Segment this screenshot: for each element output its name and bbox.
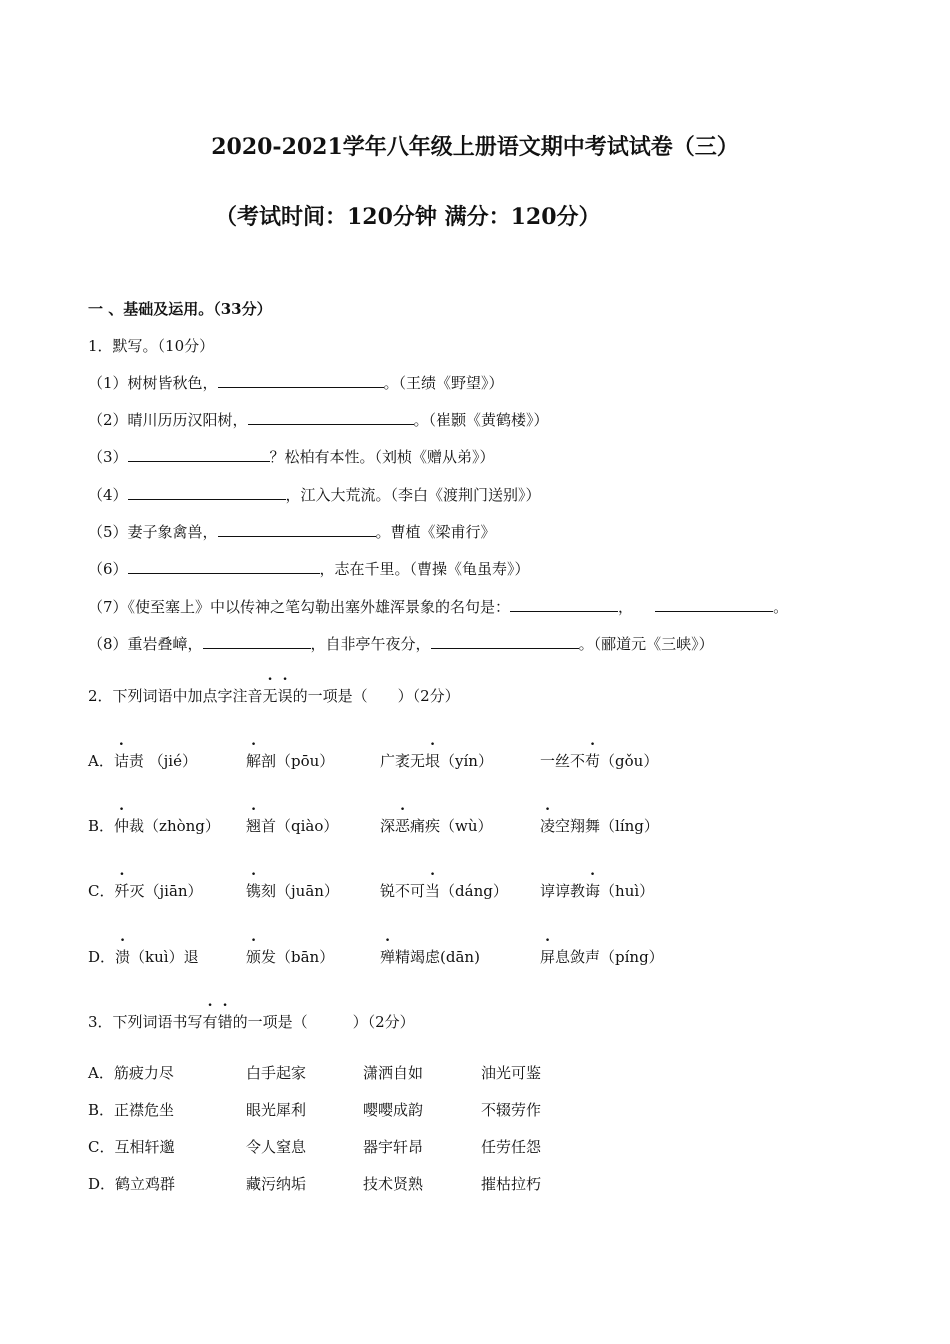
q3-option-a-term-2: 白手起家 <box>246 1064 307 1082</box>
term-text: B． <box>88 817 115 835</box>
term-text: （kuì）退 <box>130 948 199 966</box>
q2-option-c-term-3 <box>380 880 508 901</box>
q3-option-d-term-1: D．鹤立鸡群 <box>88 1175 176 1193</box>
q3-stem-text: 的一项是（ ）（2分） <box>232 1013 415 1031</box>
term-text: 痛疾（wù） <box>410 817 493 835</box>
q2-stem-text: 2．下列词语中加点字注音 <box>88 687 263 705</box>
q3-option-c-term-1: C．互相轩邈 <box>88 1138 175 1156</box>
answer-blank[interactable] <box>203 633 311 649</box>
term-text: （yín） <box>440 752 493 770</box>
q2-option-b-term-4 <box>540 815 659 836</box>
q1-item-7 <box>88 596 788 617</box>
answer-blank[interactable] <box>248 409 414 425</box>
q3-option-d-term-4: 摧枯拉朽 <box>481 1175 542 1193</box>
q1-item-6 <box>88 558 530 579</box>
q1-item-6-post: ，志在千里。（曹操《龟虽寿》） <box>319 560 530 578</box>
term-text: 空翔舞（líng） <box>555 817 659 835</box>
answer-blank[interactable] <box>218 372 384 388</box>
answer-blank[interactable] <box>655 596 773 612</box>
emphasis-dot-char: 凌 <box>540 817 556 835</box>
emphasis-dot-char: 殚 <box>380 948 396 966</box>
q1-item-3-pre: （3） <box>88 448 128 466</box>
q1-item-8-mid: ，自非亭午夜分， <box>310 635 431 653</box>
term-text: 深 <box>380 817 396 835</box>
q1-item-3-post: ？松柏有本性。（刘桢《赠从弟》） <box>269 448 495 466</box>
term-text: 谆谆教 <box>540 882 586 900</box>
q3-option-b-term-3: 嘤嘤成韵 <box>363 1101 424 1119</box>
q1-item-4 <box>88 484 541 505</box>
term-text: 灭（jiān） <box>129 882 203 900</box>
term-text: （dáng） <box>440 882 508 900</box>
q1-item-7-post: 。 <box>773 598 789 616</box>
term-text: （gǒu） <box>600 752 659 770</box>
q3-option-b-term-2: 眼光犀利 <box>246 1101 307 1119</box>
q2-option-c-term-1 <box>88 880 203 901</box>
q1-item-5 <box>88 521 496 542</box>
term-text: 裁（zhòng） <box>129 817 220 835</box>
emphasis-dot-char: 垠 <box>425 752 441 770</box>
emphasis-dot-char: 误 <box>277 687 293 705</box>
answer-blank[interactable] <box>128 446 270 462</box>
term-text: （huì） <box>600 882 655 900</box>
q3-option-d-term-2: 藏污纳垢 <box>246 1175 307 1193</box>
term-text: D． <box>88 948 116 966</box>
emphasis-dot-char: 颁 <box>246 948 262 966</box>
emphasis-dot-char: 苟 <box>585 752 601 770</box>
answer-blank[interactable] <box>431 633 579 649</box>
q1-item-5-pre: （5）妻子象禽兽， <box>88 523 218 541</box>
emphasis-dot-char: 恶 <box>395 817 411 835</box>
q3-option-d-term-3: 技术贤熟 <box>363 1175 424 1193</box>
emphasis-dot-char: 仲 <box>114 817 130 835</box>
q3-option-c-term-3: 器宇轩昂 <box>363 1138 424 1156</box>
q1-item-1-post: 。（王绩《野望》） <box>383 374 504 392</box>
exam-subtitle: （考试时间：120分钟 满分：120分） <box>215 204 601 230</box>
emphasis-dot-char: 解 <box>246 752 262 770</box>
answer-blank[interactable] <box>510 596 618 612</box>
q1-item-5-post: 。曹植《梁甫行》 <box>375 523 496 541</box>
q3-option-b-term-4: 不辍劳作 <box>481 1101 542 1119</box>
q1-item-8 <box>88 633 714 654</box>
emphasis-dot-char: 有 <box>202 1013 218 1031</box>
q2-stem <box>88 685 460 706</box>
q1-item-4-post: ，江入大荒流。（李白《渡荆门送别》） <box>285 486 541 504</box>
emphasis-dot-char: 诘 <box>113 752 129 770</box>
term-text: A． <box>88 752 114 770</box>
q1-item-1 <box>88 372 504 393</box>
q2-option-c-term-2 <box>246 880 339 901</box>
q1-item-6-pre: （6） <box>88 560 128 578</box>
emphasis-dot-char: 错 <box>217 1013 233 1031</box>
q2-option-a-term-1 <box>88 750 197 771</box>
q3-option-a-term-3: 潇洒自如 <box>363 1064 424 1082</box>
q1-item-3 <box>88 446 495 467</box>
term-text: 广袤无 <box>380 752 426 770</box>
emphasis-dot-char: 歼 <box>114 882 130 900</box>
q1-item-7-mid: ， <box>618 598 634 616</box>
q3-option-c-term-4: 任劳任怨 <box>481 1138 542 1156</box>
q1-item-2-post: 。（崔颢《黄鹤楼》） <box>413 411 549 429</box>
q1-item-8-post: 。（郦道元《三峡》） <box>578 635 714 653</box>
q2-option-d-term-3 <box>380 946 480 967</box>
q3-stem-text: 3．下列词语书写 <box>88 1013 203 1031</box>
q1-item-7-pre: （7）《使至塞上》中以传神之笔勾勒出塞外雄浑景象的名句是： <box>88 598 511 616</box>
emphasis-dot-char: 镌 <box>246 882 262 900</box>
term-text: 精竭虑(dān) <box>395 948 480 966</box>
q2-option-d-term-4 <box>540 946 664 967</box>
q2-option-a-term-3 <box>380 750 493 771</box>
q3-stem <box>88 1011 415 1032</box>
q2-option-d-term-2 <box>246 946 334 967</box>
term-text: 一丝不 <box>540 752 586 770</box>
emphasis-dot-char: 当 <box>425 882 441 900</box>
emphasis-dot-char: 屏 <box>540 948 556 966</box>
answer-blank[interactable] <box>128 558 320 574</box>
emphasis-dot-char: 诲 <box>585 882 601 900</box>
term-text: 发（bān） <box>261 948 335 966</box>
q3-option-b-term-1: B．正襟危坐 <box>88 1101 175 1119</box>
q1-item-8-pre: （8）重岩叠嶂， <box>88 635 203 653</box>
term-text: C． <box>88 882 115 900</box>
q2-stem-text: 的一项是（ ）（2分） <box>292 687 460 705</box>
q3-option-a-term-1: A．筋疲力尽 <box>88 1064 174 1082</box>
answer-blank[interactable] <box>128 484 286 500</box>
q3-option-a-term-4: 油光可鉴 <box>481 1064 542 1082</box>
exam-title: 2020-2021学年八年级上册语文期中考试试卷（三） <box>211 134 739 160</box>
q1-item-1-pre: （1）树树皆秋色， <box>88 374 218 392</box>
term-text: 责 （jié） <box>128 752 197 770</box>
q2-option-d-term-1 <box>88 946 199 967</box>
q2-option-b-term-2 <box>246 815 338 836</box>
emphasis-dot-char: 无 <box>262 687 278 705</box>
q1-item-2 <box>88 409 549 430</box>
emphasis-dot-char: 翘 <box>246 817 262 835</box>
term-text: 刻（juān） <box>261 882 339 900</box>
q2-option-a-term-2 <box>246 750 334 771</box>
q1-stem: 1．默写。（10分） <box>88 337 215 355</box>
q2-option-a-term-4 <box>540 750 658 771</box>
term-text: 剖（pōu） <box>261 752 335 770</box>
emphasis-dot-char: 溃 <box>115 948 131 966</box>
q2-option-c-term-4 <box>540 880 654 901</box>
q2-option-b-term-3 <box>380 815 493 836</box>
section-1-heading: 一 、基础及运用。（33分） <box>88 300 272 318</box>
term-text: 首（qiào） <box>261 817 339 835</box>
q1-item-2-pre: （2）晴川历历汉阳树， <box>88 411 248 429</box>
q2-option-b-term-1 <box>88 815 220 836</box>
q1-item-4-pre: （4） <box>88 486 128 504</box>
answer-blank[interactable] <box>218 521 376 537</box>
term-text: 息敛声（píng） <box>555 948 664 966</box>
q3-option-c-term-2: 令人窒息 <box>246 1138 307 1156</box>
term-text: 锐不可 <box>380 882 426 900</box>
